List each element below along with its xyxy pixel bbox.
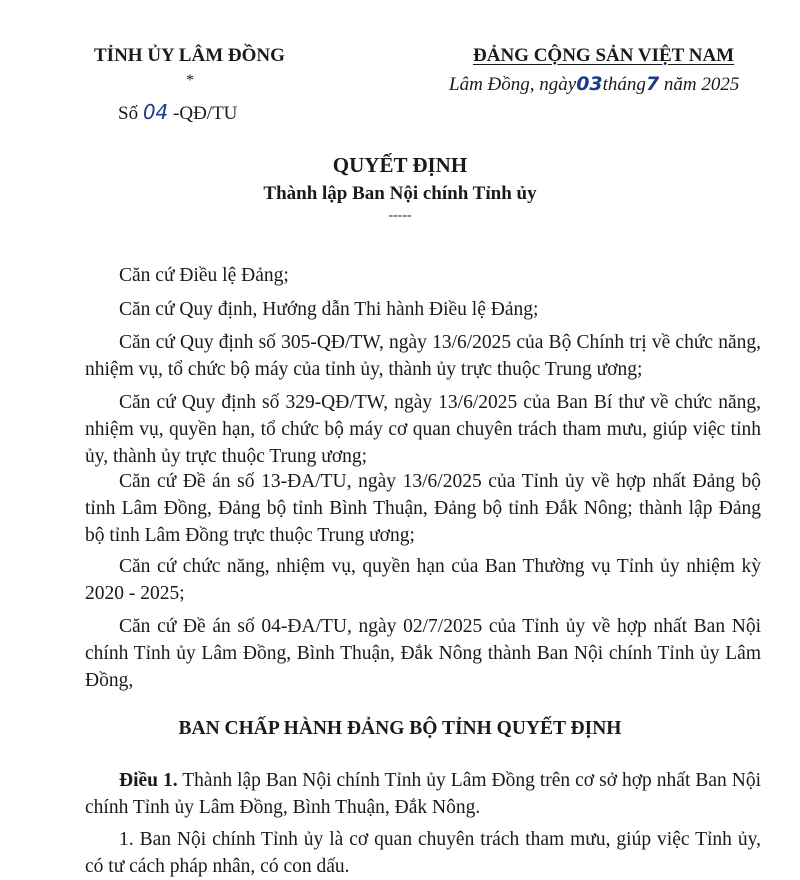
article-1-clause-1: 1. Ban Nội chính Tỉnh ủy là cơ quan chuyên trách tham mưu, giúp việc Tỉnh ủy, có tư cách pháp nhân, có con dấu. — [85, 829, 761, 877]
decision-heading: BAN CHẤP HÀNH ĐẢNG BỘ TỈNH QUYẾT ĐỊNH — [178, 718, 622, 739]
basis-paragraph: Căn cứ Quy định số 305-QĐ/TW, ngày 13/6/2025 của Bộ Chính trị về chức năng, nhiệm vụ, tổ chức bộ máy của tỉnh ủy, thành ủy trực thuộc Trung ương; — [85, 332, 761, 380]
basis-paragraph: Căn cứ Điều lệ Đảng; — [119, 265, 289, 286]
basis-paragraph: Căn cứ Đề án số 13-ĐA/TU, ngày 13/6/2025 của Tỉnh ủy về hợp nhất Đảng bộ tỉnh Lâm Đồng, Đảng bộ tỉnh Bình Thuận, Đảng bộ tỉnh Đắk Nông; thành lập Đảng bộ tỉnh Lâm Đồng trực thuộc Trung ương; — [85, 471, 761, 546]
basis-paragraph: Căn cứ chức năng, nhiệm vụ, quyền hạn của Ban Thường vụ Tỉnh ủy nhiệm kỳ 2020 - 2025; — [85, 556, 761, 604]
year-label: năm 2025 — [663, 74, 740, 95]
article-1-label: Điều 1. — [119, 770, 178, 791]
issuing-organization: TỈNH ỦY LÂM ĐỒNG — [94, 45, 285, 66]
document-title: QUYẾT ĐỊNH — [332, 153, 468, 177]
basis-paragraph: Căn cứ Đề án số 04-ĐA/TU, ngày 02/7/2025 của Tỉnh ủy về hợp nhất Ban Nội chính Tỉnh ủy Lâm Đồng, Bình Thuận, Đắk Nông thành Ban Nội chính Tỉnh ủy Lâm Đồng, — [85, 616, 761, 691]
month-label: tháng — [602, 74, 646, 95]
handwritten-number: 04 — [142, 100, 169, 124]
title-separator: ----- — [388, 208, 412, 223]
number-suffix: -QĐ/TU — [173, 103, 238, 124]
article-1-text: Thành lập Ban Nội chính Tỉnh ủy Lâm Đồng trên cơ sở hợp nhất Ban Nội chính Tỉnh ủy Lâm Đồng, Bình Thuận, Đắk Nông. — [85, 770, 762, 818]
document-number — [118, 100, 237, 125]
number-prefix: Số — [118, 103, 139, 124]
place-date — [449, 73, 739, 96]
basis-paragraph: Căn cứ Quy định số 329-QĐ/TW, ngày 13/6/2025 của Ban Bí thư về chức năng, nhiệm vụ, quyền hạn, tổ chức bộ máy cơ quan chuyên trách tham mưu, giúp việc tỉnh ủy, thành ủy trực thuộc Trung ương; — [85, 392, 761, 467]
document-subtitle: Thành lập Ban Nội chính Tỉnh ủy — [263, 183, 537, 204]
handwritten-day: 03 — [576, 73, 603, 95]
handwritten-month: 7 — [645, 73, 660, 95]
basis-paragraph: Căn cứ Quy định, Hướng dẫn Thi hành Điều lệ Đảng; — [119, 299, 539, 320]
star-separator: * — [186, 72, 194, 89]
place-date-prefix: Lâm Đồng, ngày — [449, 74, 577, 95]
party-name: ĐẢNG CỘNG SẢN VIỆT NAM — [473, 45, 735, 66]
article-1 — [85, 767, 761, 821]
